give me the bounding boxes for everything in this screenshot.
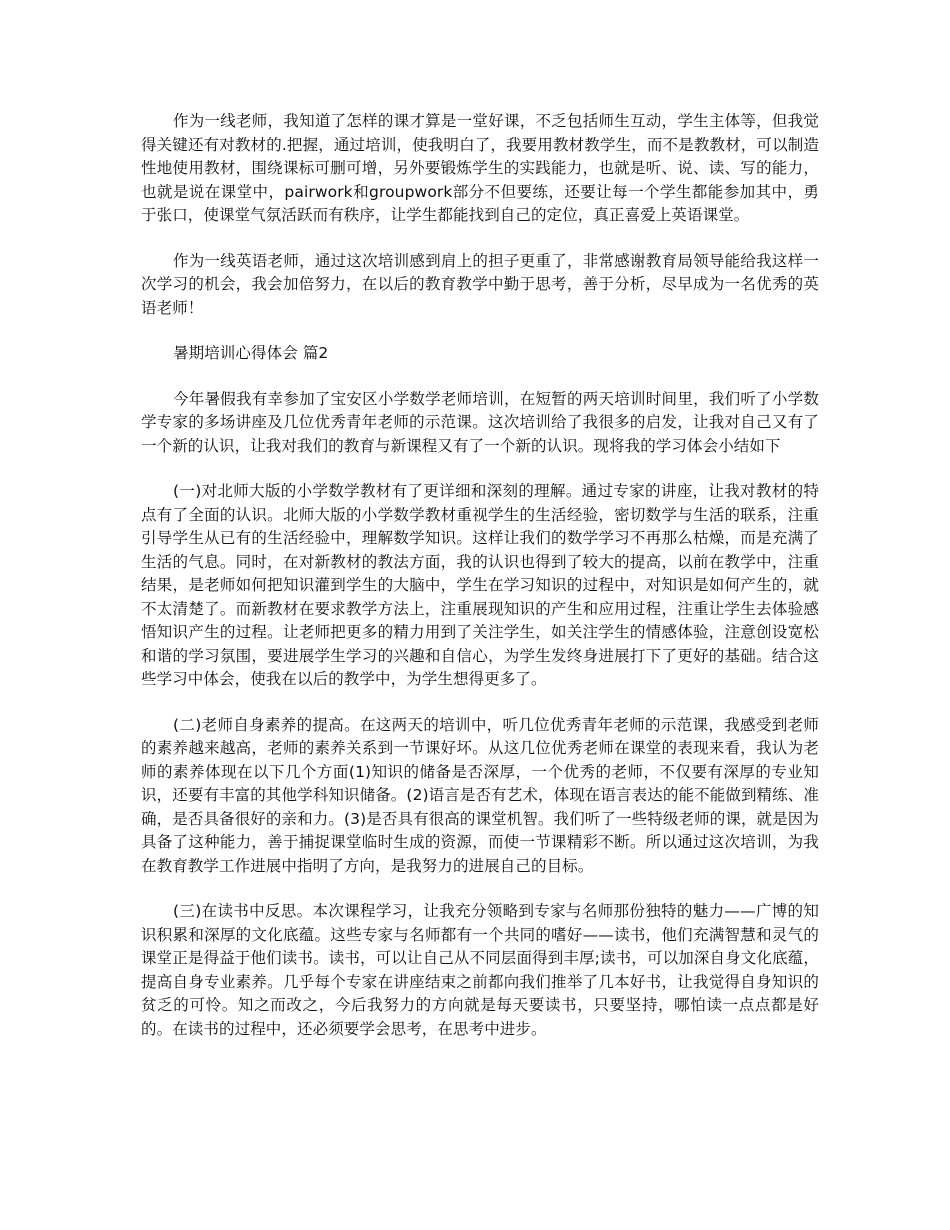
section-heading: 暑期培训心得体会 篇2 xyxy=(173,344,329,362)
paragraph: (三)在读书中反思。本次课程学习，让我充分领略到专家与名师那份独特的魅力——广博的知识积累和深厚的文化底蕴。这些专家与名师都有一个共同的嗜好——读书，他们充满智慧和灵气的课堂正是得益于他们读书。读书，可以让自己从不同层面得到丰厚;读书，可以加深自身文化底蕴，提高自身专业素养。几乎每个专家在讲座结束之前都向我们推举了几本好书，让我觉得自身知识的贫乏的可怜。知之而改之，今后我努力的方向就是每天要读书，只要坚持，哪怕读一点点都是好的。在读书的过程中，还必须要学会思考，在思考中进步。 xyxy=(141,902,819,1038)
paragraph: (二)老师自身素养的提高。在这两天的培训中，听几位优秀青年老师的示范课，我感受到老师的素养越来越高，老师的素养关系到一节课好坏。从这几位优秀老师在课堂的表现来看，我认为老师的素养体现在以下几个方面(1)知识的储备是否深厚，一个优秀的老师，不仅要有深厚的专业知识，还要有丰富的其他学科知识储备。(2)语言是否有艺术，体现在语言表达的能不能做到精练、准确，是否具备很好的亲和力。(3)是否具有很高的课堂机智。我们听了一些特级老师的课，就是因为具备了这种能力，善于捕捉课堂临时生成的资源，而使一节课精彩不断。所以通过这次培训，为我在教育教学工作进展中指明了方向，是我努力的进展自己的目标。 xyxy=(141,715,819,875)
paragraph: 今年暑假我有幸参加了宝安区小学数学老师培训，在短暂的两天培训时间里，我们听了小学数学专家的多场讲座及几位优秀青年老师的示范课。这次培训给了我很多的启发，让我对自己又有了一个新的认识，让我对我们的教育与新课程又有了一个新的认识。现将我的学习体会小结如下 xyxy=(141,389,819,455)
document-body xyxy=(141,110,819,1063)
paragraph: 作为一线老师，我知道了怎样的课才算是一堂好课，不乏包括师生互动，学生主体等，但我觉得关键还有对教材的.把握，通过培训，使我明白了，我要用教材教学生，而不是教教材，可以制造性地使用教材，围绕课标可删可增，另外要锻炼学生的实践能力，也就是听、说、读、写的能力，也就是说在课堂中，pairwork和groupwork部分不但要练，还要让每一个学生都能参加其中，勇于张口，使课堂气氛活跃而有秩序，让学生都能找到自己的定位，真正喜爱上英语课堂。 xyxy=(141,112,819,224)
paragraph: 作为一线英语老师，通过这次培训感到肩上的担子更重了，非常感谢教育局领导能给我这样一次学习的机会，我会加倍努力，在以后的教育教学中勤于思考，善于分析，尽早成为一名优秀的英语老师！ xyxy=(141,251,819,317)
paragraph: (一)对北师大版的小学数学教材有了更详细和深刻的理解。通过专家的讲座，让我对教材的特点有了全面的认识。北师大版的小学数学教材重视学生的生活经验，密切数学与生活的联系，注重引导学生从已有的生活经验中，理解数学知识。这样让我们的数学学习不再那么枯燥，而是充满了生活的气息。同时，在对新教材的教法方面，我的认识也得到了较大的提高，以前在教学中，注重结果，是老师如何把知识灌到学生的大脑中，学生在学习知识的过程中，对知识是如何产生的，就不太清楚了。而新教材在要求教学方法上，注重展现知识的产生和应用过程，注重让学生去体验感悟知识产生的过程。让老师把更多的精力用到了关注学生，如关注学生的情感体验，注意创设宽松和谐的学习氛围，要进展学生学习的兴趣和自信心，为学生发终身进展打下了更好的基础。结合这些学习中体会，使我在以后的教学中，为学生想得更多了。 xyxy=(141,482,819,688)
